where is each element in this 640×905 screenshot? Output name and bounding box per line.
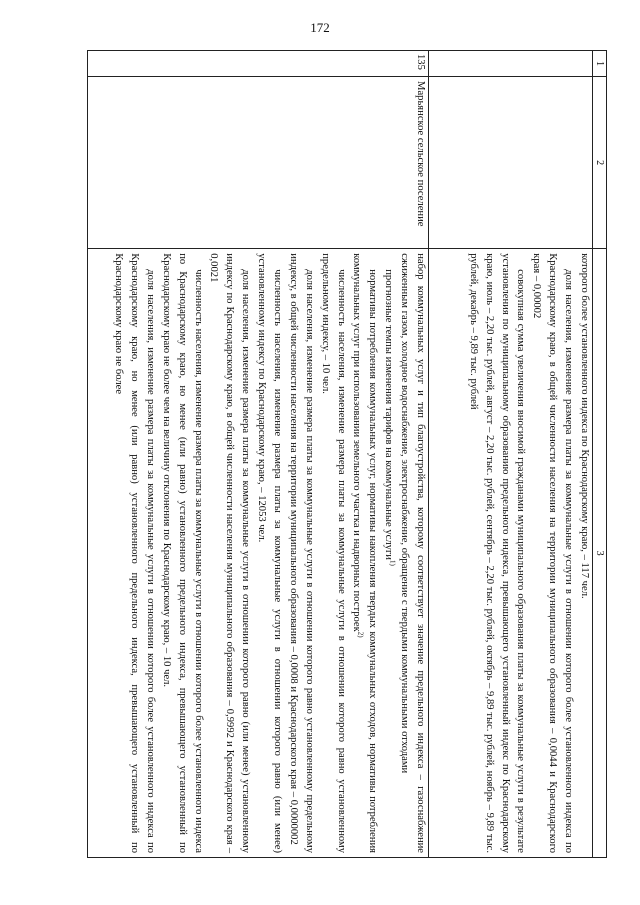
header-col-2: 2: [593, 77, 607, 249]
detail-paragraph: доля населения, изменение размера платы за коммунальные услуги в отношении которого более установленного индекса по Краснодарскому краю, но менее (или равно) установленного предельного индекса, превышающего установленный по Краснодарскому краю не более: [113, 253, 156, 853]
detail-paragraph: [349, 253, 381, 853]
detail-paragraph: доля населения, изменение размера платы за коммунальные услуги в отношении которого равно установленному предельному индексу, в общей численности населения на территории муниципального образования – 0,0008 и Краснодарского края – 0,0000002: [287, 253, 315, 853]
detail-paragraph: совокупная сумма увеличения вносимой гражданами муниципального образования платы за коммунальные услуги в результате установления по муниципальному образованию предельного индекса, превышающего установленный индекс по Краснодарскому краю, июль – 2,20 тыс. рублей, август – 2,20 тыс. рублей, сентябрь – 2,20 тыс. рублей, октябрь – 9,89 тыс. рублей, ноябрь – 9,89 тыс. рублей, декабрь – 9,89 тыс. рублей: [467, 253, 527, 853]
detail-paragraph: [380, 253, 396, 853]
detail-paragraph: численность населения, изменение размера платы за коммунальные услуги в отношении которого равно (или менее) установленному индексу по Краснодарскому краю, – 12053 чел.: [256, 253, 283, 853]
table-row: [429, 51, 593, 858]
header-col-1: 1: [593, 51, 607, 77]
detail-paragraph: набор коммунальных услуг и тип благоустройства, которому соответствует значение предельного индекса – газоснабжение сжиженным газом, холодное водоснабжение, электроснабжение, обращение с твердыми коммунальными отходами: [399, 253, 426, 853]
table-row: [88, 51, 429, 858]
table-header-row: [593, 51, 607, 858]
row-number: [429, 51, 593, 77]
municipality-name: [429, 77, 593, 249]
municipality-name: Марьянское сельское поселение: [88, 77, 429, 249]
header-col-3: 3: [593, 249, 607, 858]
footnote-ref: 1): [388, 559, 397, 566]
row-details: [429, 249, 593, 858]
rotated-page: [87, 50, 607, 858]
document-table: [87, 50, 607, 858]
row-details: [88, 249, 429, 858]
page-number: 172: [310, 20, 330, 35]
detail-paragraph: доля населения, изменение размера платы за коммунальные услуги в отношении которого более установленного индекса по Краснодарскому краю, в общей численности населения на территории муниципального образования – 0,0044 и Краснодарского края – 0,00002: [531, 253, 575, 853]
detail-paragraph: доля населения, изменение размера платы за коммунальные услуги в отношении которого равно (или менее) установленному индексу по Краснодарскому краю, в общей численности населения муниципального образования – 0,9992 и Краснодарского края – 0,0021: [208, 253, 252, 853]
row-number: 135: [88, 51, 429, 77]
detail-paragraph: численность населения, изменение размера платы за коммунальные услуги в отношении которого более установленного индекса по Краснодарскому краю, но менее (или равно) установленного предельного индекса, превышающего установленный по Краснодарскому краю не более чем на величину отклонения по Краснодарскому краю, – 10 чел.: [160, 253, 204, 853]
detail-paragraph: численность населения, изменение размера платы за коммунальные услуги в отношении которого равно установленному предельному индексу, – 10 чел.: [319, 253, 347, 853]
detail-text: прогнозные темпы изменения тарифов на коммунальные услуги: [383, 269, 395, 560]
detail-text: нормативы потребления коммунальных услуг, нормативы накопления твердых коммунальных отходов, нормативы потребления коммунальных услуг при использовании земельного участка и надворных построек: [351, 253, 379, 853]
detail-paragraph: которого более установленного индекса по Краснодарскому краю, – 117 чел.: [579, 253, 590, 599]
footnote-ref: 2): [356, 631, 365, 638]
